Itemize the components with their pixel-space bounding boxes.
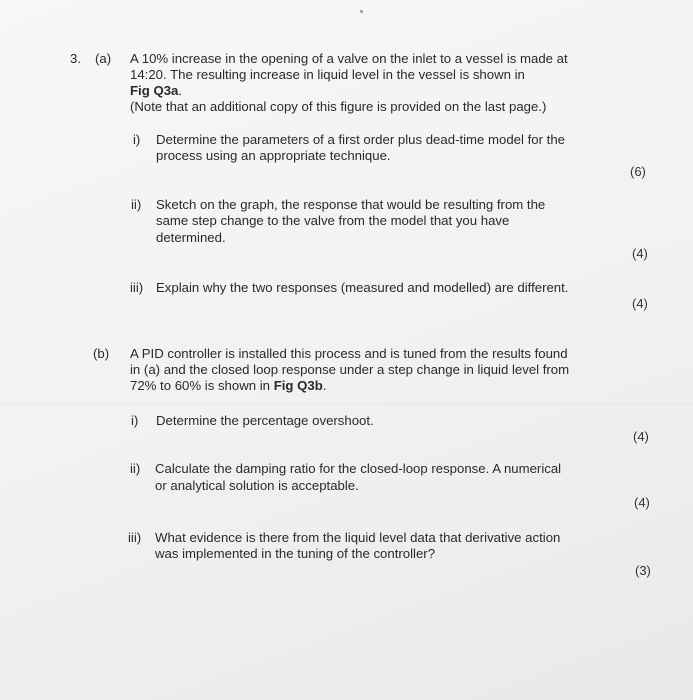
paper-speck xyxy=(360,10,363,13)
part-b-label: (b) xyxy=(93,346,110,361)
b-item-1-marks: (4) xyxy=(633,429,649,444)
part-a-note: (Note that an additional copy of this figure is provided on the last page.) xyxy=(130,99,547,114)
part-b-line-1: A PID controller is installed this process and is tuned from the results found xyxy=(130,346,568,361)
paper-fold xyxy=(0,404,693,405)
a-item-2-line-2: same step change to the valve from the model that you have xyxy=(156,213,510,228)
a-item-1-marks: (6) xyxy=(630,164,646,179)
a-item-2-marks: (4) xyxy=(632,246,648,261)
b-item-2-line-1: Calculate the damping ratio for the closed-loop response. A numerical xyxy=(155,461,562,476)
part-a-line-2: 14:20. The resulting increase in liquid level in the vessel is shown in xyxy=(130,67,525,82)
b-item-2-label: ii) xyxy=(130,461,141,476)
a-item-1-line-1: Determine the parameters of a first order plus dead-time model for the xyxy=(156,132,565,147)
b-item-3-line-2: was implemented in the tuning of the controller? xyxy=(155,546,436,561)
fig-q3a-suffix: . xyxy=(178,83,183,98)
a-item-1-label: i) xyxy=(133,132,141,147)
b-item-1-label: i) xyxy=(131,413,139,428)
fig-q3b-ref: Fig Q3b xyxy=(273,378,323,393)
question-number: 3. xyxy=(70,51,81,66)
b-item-1-line-1: Determine the percentage overshoot. xyxy=(156,413,374,428)
a-item-2-line-3: determined. xyxy=(156,230,226,245)
a-item-3-line-1: Explain why the two responses (measured and modelled) are different. xyxy=(156,280,569,295)
b-item-3-line-1: What evidence is there from the liquid level data that derivative action xyxy=(155,530,561,545)
part-b-line-3 xyxy=(130,378,326,394)
part-a-label: (a) xyxy=(95,51,112,66)
fig-q3b-suffix: . xyxy=(322,378,327,393)
a-item-3-marks: (4) xyxy=(632,296,648,311)
part-b-line-3-prefix: 72% to 60% is shown in xyxy=(130,378,274,393)
a-item-2-label: ii) xyxy=(131,197,142,212)
a-item-3-label: iii) xyxy=(130,280,144,295)
b-item-2-marks: (4) xyxy=(634,495,650,510)
b-item-3-label: iii) xyxy=(128,530,142,545)
part-a-fig-ref-line xyxy=(130,83,182,99)
a-item-1-line-2: process using an appropriate technique. xyxy=(156,148,391,163)
b-item-3-marks: (3) xyxy=(635,563,651,578)
part-a-line-1: A 10% increase in the opening of a valve on the inlet to a vessel is made at xyxy=(130,51,568,66)
a-item-2-line-1: Sketch on the graph, the response that would be resulting from the xyxy=(156,197,546,212)
fig-q3a-ref: Fig Q3a xyxy=(130,83,179,98)
b-item-2-line-2: or analytical solution is acceptable. xyxy=(155,478,359,493)
part-b-line-2: in (a) and the closed loop response under a step change in liquid level from xyxy=(130,362,570,377)
